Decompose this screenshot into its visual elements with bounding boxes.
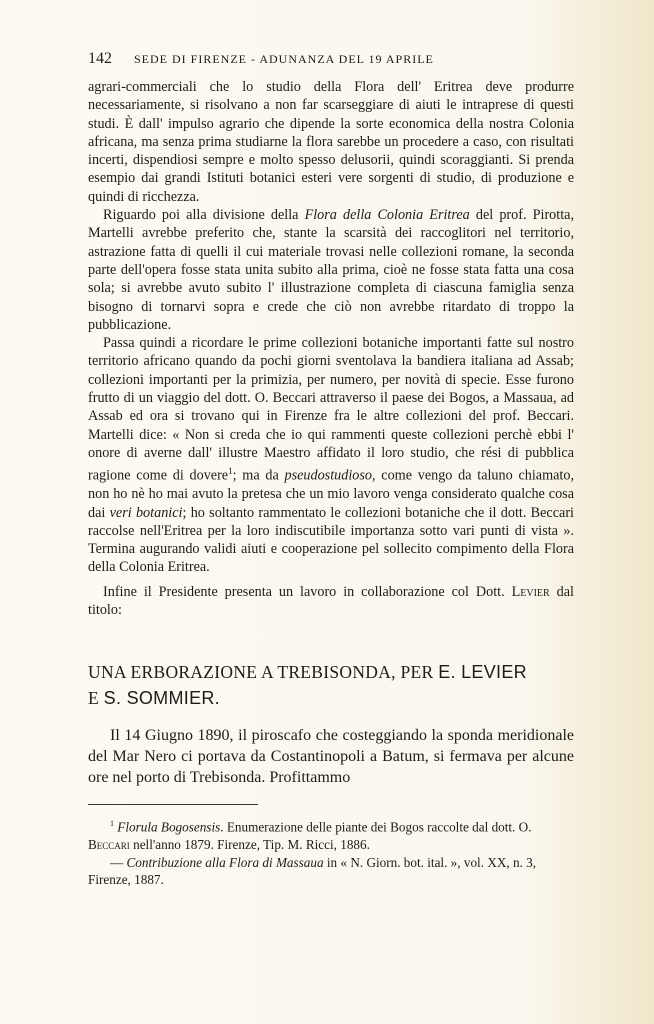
paragraph-1-text: agrari-commerciali che lo studio della Flora dell' Eritrea deve produrre necessariamente, si risolvano a non far scarseggiare di aiuti le intraprese di questi studi. È dall' impulso agrario che dipende la sorte economica della nostra Colonia africana, ma senza prima studiarne la flora sarebbe un procedere a caso, con risultati incerti, dispendiosi sempre e molto spesso delusorii, quindi scoraggianti. Si prenda esempio dai grandi Istituti botanici esteri vere sorgenti di studio, di produzione e quindi di ricchezza.	[88, 79, 574, 205]
page-number: 142	[88, 50, 112, 67]
footnote-2-text: in « N. Giorn. bot. ital. », vol. XX, n. 3, Firenze, 1887.	[88, 854, 537, 888]
author-sommier: S. SOMMIER.	[103, 688, 220, 709]
footnote-1	[88, 815, 574, 853]
footnote-mark: 1	[110, 819, 114, 829]
running-title: SEDE DI FIRENZE - ADUNANZA DEL 19 APRILE	[134, 52, 434, 66]
paragraph-3-text-d: ; ho soltanto rammentato le collezioni botaniche che il dott. Beccari raccolse nell'Eritrea per la loro indiscutibile importanza sotto vari punti di vista ». Termina augurando validi aiuti e cooperazione pel sollecito compimento della Flora della Colonia Eritrea.	[88, 504, 574, 576]
paragraph-1	[88, 78, 574, 206]
footnote-1-italic: Florula Bogosensis	[117, 819, 221, 835]
name-levier: Levier	[511, 583, 550, 600]
footnote-divider	[88, 804, 258, 805]
footnote-2	[88, 854, 574, 889]
paragraph-2-text-b: del prof. Pirotta, Martelli avrebbe preferito che, stante la scarsità dei raccoglitori nel territorio, astrazione fatta di quelli il cui materiale trovasi nelle collezioni romane, la seconda parte dell'opera fosse stata unita subito alla prima, cioè ne fosse stata fatta una cosa sola; si avrebbe avuto subito l' illustrazione completa di ciascuna famiglia senza bisogno di tornarvi sopra e crede che ciò non avrebbe ritardato di troppo la pubblicazione.	[88, 207, 574, 333]
footnote-2-dash: —	[110, 854, 127, 870]
flora-title-italic: Flora della Colonia Eritrea	[304, 207, 470, 224]
paragraph-4-text-a: Infine il Presidente presenta un lavoro in collaborazione col Dott.	[103, 583, 512, 600]
footnote-ref: 1	[228, 466, 233, 477]
paragraph-3-text-a: Passa quindi a ricordare le prime collezioni botaniche importanti fatte sul nostro territorio africano quando da pochi giorni sventolava la bandiera italiana ad Assab; collezioni importanti per la primizia, per numero, per novità di specie. Esse furono frutto di un viaggio del dott. O. Beccari attraverso il paese dei Bogos, a Massaua, ad Assab ed ora si trovano qui in Firenze fra le altre collezioni del prof. Beccari. Martelli dice: « Non si creda che io qui rammenti queste collezioni perchè ebbi l' onore di averne dall' illustre Maestro affidato il loro studio, che rési di pubblica ragione come di dovere	[88, 335, 574, 484]
paragraph-2	[88, 206, 574, 334]
paragraph-4	[88, 583, 574, 620]
footnote-1-text-b: nell'anno 1879. Firenze, Tip. M. Ricci, 1886.	[129, 837, 370, 853]
paragraph-3-text-b: ; ma da	[232, 467, 285, 484]
article-title	[88, 659, 574, 711]
paragraph-4-text-b: dal titolo:	[88, 583, 574, 619]
running-header	[88, 50, 574, 68]
article-title-e: E	[88, 688, 104, 709]
paragraph-2-text-a: Riguardo poi alla divisione della	[103, 207, 305, 224]
article-title-text: UNA ERBORAZIONE A TREBISONDA, PER	[88, 662, 439, 683]
paragraph-3	[88, 334, 574, 577]
main-text	[88, 78, 574, 889]
italic-pseudostudioso: pseudostudioso	[284, 467, 372, 484]
italic-veri-botanici: veri botanici	[109, 504, 183, 521]
name-beccari: Beccari	[88, 837, 130, 853]
footnote-2-italic: Contribuzione alla Flora di Massaua	[126, 854, 324, 870]
paragraph-3-text-c: , come vengo da taluno chiamato, non ho nè ho mai avuto la pretesa che un mio lavoro venga considerato qualche cosa dai	[88, 467, 574, 521]
article-lead-paragraph: Il 14 Giugno 1890, il piroscafo che costeggiando la sponda meridionale del Mar Nero ci portava da Costantinopoli a Batum, si fermava per alcune ore nel porto di Trebisonda. Profittammo	[88, 727, 574, 787]
author-levier: E. LEVIER	[438, 662, 527, 683]
footnote-1-text-a: . Enumerazione delle piante dei Bogos raccolte dal dott. O.	[220, 819, 532, 835]
